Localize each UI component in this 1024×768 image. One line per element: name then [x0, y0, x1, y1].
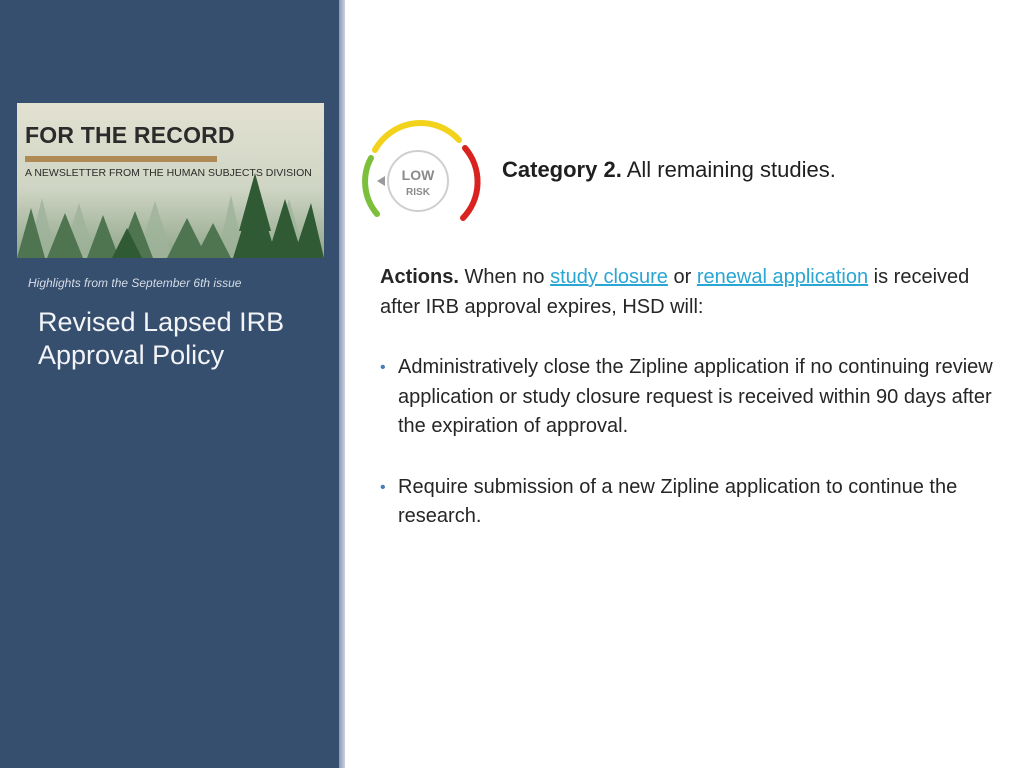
actions-section — [380, 263, 1000, 563]
bullet-icon: • — [380, 359, 386, 376]
banner-rule — [25, 156, 217, 162]
banner-title: FOR THE RECORD — [25, 122, 235, 148]
actions-text-before: When no — [464, 266, 545, 288]
category-text: All remaining studies. — [626, 157, 836, 182]
list-item-text: Administratively close the Zipline application if no continuing review application or study closure request is received within 90 days after the expiration of approval. — [398, 356, 993, 437]
actions-paragraph — [380, 263, 1000, 322]
low-risk-gauge-icon — [355, 118, 485, 230]
newsletter-banner — [17, 103, 324, 258]
gauge-label-low: LOW — [401, 167, 435, 183]
actions-text-middle: or — [673, 266, 692, 288]
actions-label: Actions. — [380, 266, 459, 288]
action-list — [380, 353, 1000, 532]
gauge-label-risk: RISK — [406, 187, 430, 198]
study-closure-link[interactable]: study closure — [550, 266, 668, 288]
actions-text-after: is received after IRB approval expires, HSD will: — [380, 266, 970, 318]
category-label: Category 2. — [502, 157, 622, 182]
divider-bar — [339, 0, 345, 768]
list-item — [380, 353, 1000, 442]
list-item-text: Require submission of a new Zipline application to continue the research. — [398, 475, 958, 527]
category-heading — [502, 157, 836, 183]
banner-subtitle: A NEWSLETTER FROM THE HUMAN SUBJECTS DIVISION — [25, 167, 312, 179]
bullet-icon: • — [380, 478, 386, 496]
page-title: Revised Lapsed IRB Approval Policy — [38, 307, 285, 370]
list-item — [380, 473, 1000, 532]
renewal-application-link[interactable]: renewal application — [696, 266, 869, 288]
issue-highlights: Highlights from the September 6th issue — [28, 276, 242, 290]
